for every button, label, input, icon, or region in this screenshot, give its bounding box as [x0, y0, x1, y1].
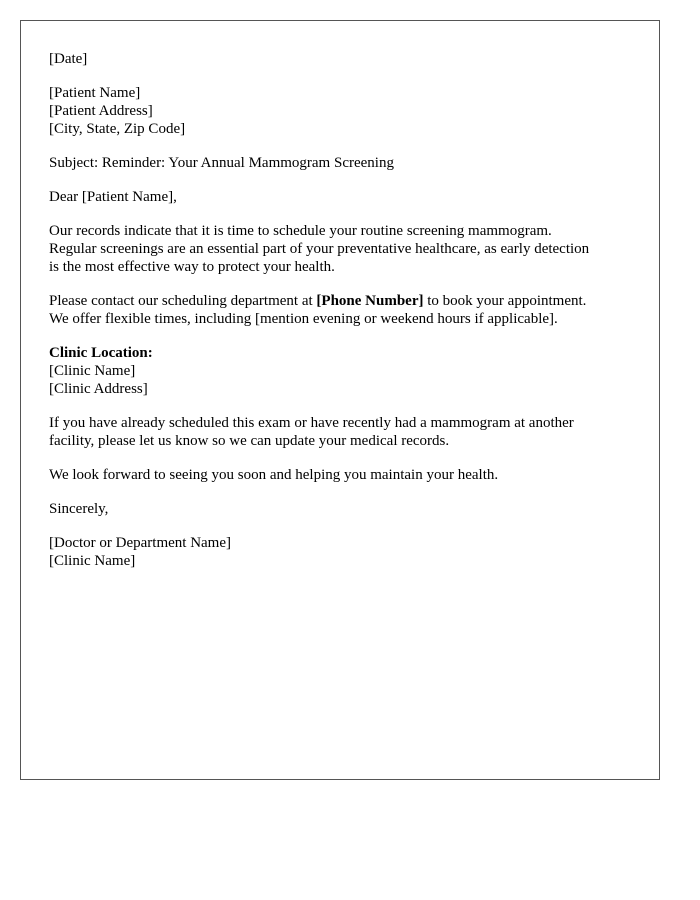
date: [Date]	[49, 51, 88, 67]
paragraph-contact	[49, 292, 631, 328]
signer-clinic: [Clinic Name]	[49, 553, 136, 569]
closing: Sincerely,	[49, 501, 109, 517]
patient-address: [Patient Address]	[49, 103, 153, 119]
clinic-location	[49, 344, 631, 398]
text-line: We offer flexible times, including [mention evening or weekend hours if applicable].	[49, 311, 558, 327]
text-fragment: Please contact our scheduling department at	[49, 293, 317, 309]
text-line: is the most effective way to protect your health.	[49, 259, 335, 275]
letter-page	[20, 20, 660, 780]
paragraph-already-scheduled	[49, 414, 631, 450]
paragraph-closing: We look forward to seeing you soon and helping you maintain your health.	[49, 467, 499, 483]
text-line: Our records indicate that it is time to schedule your routine screening mammogram.	[49, 223, 552, 239]
signer-name: [Doctor or Department Name]	[49, 535, 232, 551]
phone-number: [Phone Number]	[316, 293, 424, 309]
recipient-address	[49, 84, 631, 138]
text-fragment: to book your appointment.	[423, 293, 587, 309]
patient-city: [City, State, Zip Code]	[49, 121, 186, 137]
clinic-address: [Clinic Address]	[49, 381, 148, 397]
paragraph-intro	[49, 222, 631, 276]
subject: Subject: Reminder: Your Annual Mammogram Screening	[49, 155, 394, 171]
signature	[49, 534, 631, 570]
patient-name: [Patient Name]	[49, 85, 141, 101]
text-line	[49, 292, 631, 310]
text-line: If you have already scheduled this exam or have recently had a mammogram at another	[49, 415, 574, 431]
clinic-name: [Clinic Name]	[49, 363, 136, 379]
text-line: facility, please let us know so we can update your medical records.	[49, 433, 450, 449]
clinic-location-heading: Clinic Location:	[49, 345, 153, 361]
text-line: Regular screenings are an essential part of your preventative healthcare, as early detection	[49, 241, 590, 257]
salutation: Dear [Patient Name],	[49, 189, 177, 205]
